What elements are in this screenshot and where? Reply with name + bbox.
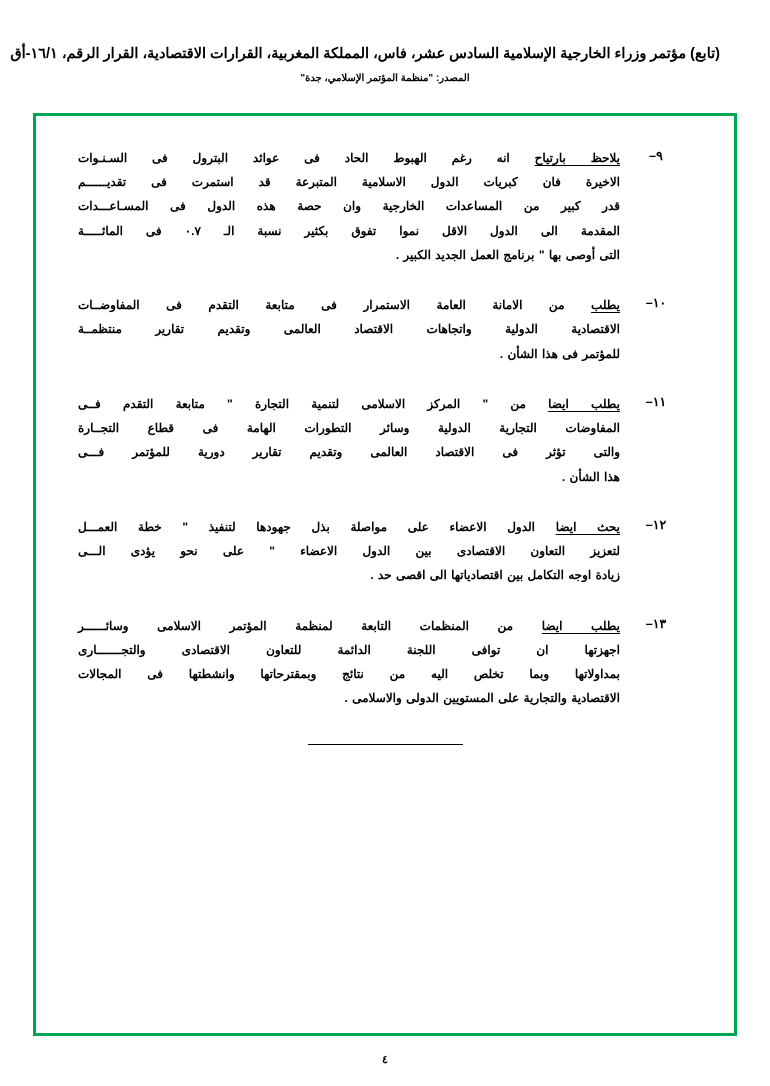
clause-line: زيادة اوجه التكامل بين اقتصادياتها الى اقصى حد .	[370, 568, 620, 583]
section-divider	[308, 744, 463, 745]
clause-number: ٩–	[649, 149, 663, 163]
page-number: ٤	[382, 1054, 388, 1066]
clause-text	[78, 515, 620, 588]
clause-line: التى أوصى بها " برنامج العمل الجديد الكبير .	[395, 247, 620, 262]
clause-line: المفاوضات التجارية الدولية وسائر التطورات الهامة فى قطاع التجــارة	[78, 421, 620, 436]
clause-line: الاخيرة فان كبريات الدول الاسلامية المتبرعة قد استمرت فى تقديــــــم	[78, 175, 620, 190]
clause-text	[78, 392, 620, 489]
clause-line: من الامانة العامة الاستمرار فى متابعة التقدم فى المفاوضــات	[78, 298, 565, 313]
section-divider-wrapper	[78, 744, 692, 745]
clause-line: المقدمة الى الدول الاقل نموا تفوق بكثير نسبة الـ ٠.٧ فى المائـــــة	[78, 223, 620, 238]
list-item	[78, 293, 692, 366]
list-item	[78, 515, 692, 588]
list-item	[78, 146, 692, 267]
clause-line: الاقتصادية الدولية واتجاهات الاقتصاد العالمى وتقديم تقارير منتظمــة	[78, 322, 620, 337]
clause-list	[36, 116, 734, 745]
clause-text	[78, 614, 620, 711]
clause-line: من " المركز الاسلامى لتنمية التجارة " متابعة التقدم فــى	[78, 396, 526, 411]
clause-line: من المنظمات التابعة لمنظمة المؤتمر الاسلامى وسائــــــر	[78, 618, 514, 633]
clause-lead: يطلب ايضا	[541, 618, 620, 633]
list-item	[78, 614, 692, 711]
content-frame	[33, 113, 737, 1036]
clause-line: الدول الاعضاء على مواصلة بذل جهودها لتنفيذ " خطة العمـــل	[78, 519, 536, 534]
clause-line: الاقتصادية والتجارية على المستويين الدولى والاسلامى .	[344, 691, 620, 706]
clause-line: انه رغم الهبوط الحاد فى عوائد البترول فى السـنـوات	[78, 151, 510, 165]
list-item	[78, 392, 692, 489]
document-header	[0, 0, 770, 84]
clause-line: هذا الشأن .	[561, 469, 620, 484]
clause-number: ١٣–	[645, 616, 667, 631]
clause-line: لتعزيز التعاون الاقتصادى بين الدول الاعضاء " على نحو يؤدى الـــى	[78, 544, 620, 559]
clause-line: اجهزتها ان توافى اللجنة الدائمة للتعاون الاقتصادى والتجـــــــارى	[78, 642, 620, 657]
clause-lead: يطلب	[591, 298, 620, 313]
clause-text	[78, 146, 620, 267]
clause-lead: يحث ايضا	[555, 519, 620, 534]
clause-line: والتى تؤثر فى الاقتصاد العالمى وتقديم تقارير دورية للمؤتمر فـــى	[78, 445, 620, 460]
clause-number: ١١–	[645, 394, 667, 409]
clause-number: ١٢–	[645, 517, 667, 532]
clause-lead: يلاحظ بارتياح	[534, 151, 621, 165]
clause-line: بمداولاتها وبما تخلص اليه من نتائج وبمقترحاتها وانشطتها فى المجالات	[78, 666, 620, 681]
clause-text	[78, 293, 620, 366]
clause-line: قدر كبير من المساعدات الخارجية وان حصة هذه الدول فى المسـاعـــدات	[78, 199, 620, 214]
clause-line: للمؤتمر فى هذا الشأن .	[499, 346, 620, 361]
clause-number: ١٠–	[645, 296, 667, 311]
page-title: (تابع) مؤتمر وزراء الخارجية الإسلامية السادس عشر، فاس، المملكة المغربية، القرارات الاقتصادية، القرار الرقم، ١٦/١-أق	[10, 46, 720, 62]
source-line: المصدر: "منظمة المؤتمر الإسلامي، جدة"	[300, 73, 470, 85]
clause-lead: يطلب ايضا	[548, 396, 620, 411]
